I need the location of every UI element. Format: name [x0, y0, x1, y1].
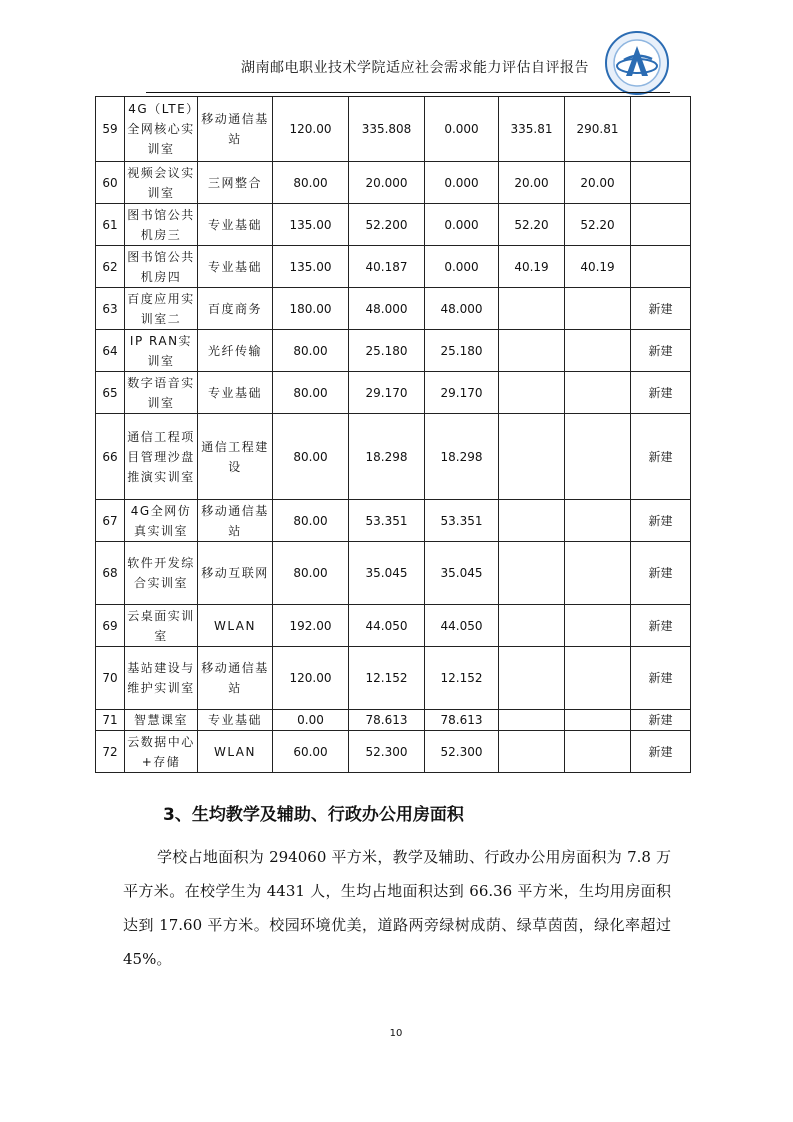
cell-value-new: 78.613 — [425, 710, 499, 731]
table-row — [96, 647, 691, 710]
cell-area: 80.00 — [273, 542, 349, 605]
table-row — [96, 372, 691, 414]
table-row — [96, 500, 691, 542]
cell-value-new: 48.000 — [425, 288, 499, 330]
cell-value-new: 12.152 — [425, 647, 499, 710]
cell-area: 180.00 — [273, 288, 349, 330]
cell-value-total: 53.351 — [349, 500, 425, 542]
cell-area: 60.00 — [273, 731, 349, 773]
cell-name: 云桌面实训室 — [125, 605, 198, 647]
cell-category: 移动通信基站 — [198, 500, 273, 542]
cell-value-new: 25.180 — [425, 330, 499, 372]
cell-category: WLAN — [198, 731, 273, 773]
cell-category: 移动互联网 — [198, 542, 273, 605]
table-row — [96, 542, 691, 605]
cell-note — [631, 97, 691, 162]
cell-note: 新建 — [631, 605, 691, 647]
cell-category: 通信工程建设 — [198, 414, 273, 500]
cell-v1 — [499, 647, 565, 710]
cell-name: 通信工程项目管理沙盘推演实训室 — [125, 414, 198, 500]
cell-note: 新建 — [631, 647, 691, 710]
cell-value-new: 35.045 — [425, 542, 499, 605]
cell-no: 65 — [96, 372, 125, 414]
cell-v2 — [565, 647, 631, 710]
cell-area: 80.00 — [273, 330, 349, 372]
table-row — [96, 288, 691, 330]
table-row — [96, 710, 691, 731]
cell-value-new: 0.000 — [425, 246, 499, 288]
cell-note: 新建 — [631, 710, 691, 731]
cell-value-total: 29.170 — [349, 372, 425, 414]
cell-name: 4G全网仿真实训室 — [125, 500, 198, 542]
training-room-table — [95, 96, 691, 773]
cell-note: 新建 — [631, 414, 691, 500]
cell-category: 光纤传输 — [198, 330, 273, 372]
cell-no: 72 — [96, 731, 125, 773]
cell-v2 — [565, 542, 631, 605]
cell-note: 新建 — [631, 731, 691, 773]
cell-v2 — [565, 330, 631, 372]
cell-value-new: 18.298 — [425, 414, 499, 500]
cell-v1 — [499, 372, 565, 414]
cell-value-total: 48.000 — [349, 288, 425, 330]
table-row — [96, 605, 691, 647]
cell-value-total: 44.050 — [349, 605, 425, 647]
cell-category: 移动通信基站 — [198, 97, 273, 162]
section-heading: 3、生均教学及辅助、行政办公用房面积 — [163, 805, 464, 825]
cell-v1: 335.81 — [499, 97, 565, 162]
cell-v2 — [565, 500, 631, 542]
table-row — [96, 246, 691, 288]
cell-value-total: 52.300 — [349, 731, 425, 773]
cell-value-new: 44.050 — [425, 605, 499, 647]
table-row — [96, 162, 691, 204]
cell-area: 0.00 — [273, 710, 349, 731]
cell-area: 192.00 — [273, 605, 349, 647]
cell-no: 61 — [96, 204, 125, 246]
cell-no: 66 — [96, 414, 125, 500]
cell-area: 120.00 — [273, 97, 349, 162]
cell-v1 — [499, 330, 565, 372]
cell-value-total: 12.152 — [349, 647, 425, 710]
cell-value-new: 0.000 — [425, 97, 499, 162]
cell-v1 — [499, 500, 565, 542]
cell-area: 80.00 — [273, 162, 349, 204]
header-title: 湖南邮电职业技术学院适应社会需求能力评估自评报告 — [241, 60, 589, 76]
cell-no: 68 — [96, 542, 125, 605]
cell-value-total: 52.200 — [349, 204, 425, 246]
cell-area: 135.00 — [273, 246, 349, 288]
cell-v2 — [565, 372, 631, 414]
cell-name: 智慧课室 — [125, 710, 198, 731]
table-row — [96, 204, 691, 246]
cell-v2: 20.00 — [565, 162, 631, 204]
cell-category: 专业基础 — [198, 710, 273, 731]
body-paragraph: 学校占地面积为 294060 平方米，教学及辅助、行政办公用房面积为 7.8 万平方米。在校学生为 4431 人，生均占地面积达到 66.36 平方米，生均用房面积达到 17.60 平方米。校园环境优美，道路两旁绿树成荫、绿草茵茵，绿化率超过 45%。 — [123, 848, 671, 968]
table-row — [96, 97, 691, 162]
cell-v1 — [499, 542, 565, 605]
cell-name: 软件开发综合实训室 — [125, 542, 198, 605]
cell-note: 新建 — [631, 330, 691, 372]
cell-note — [631, 204, 691, 246]
cell-category: 专业基础 — [198, 204, 273, 246]
school-logo — [604, 30, 670, 96]
cell-v2: 52.20 — [565, 204, 631, 246]
cell-no: 67 — [96, 500, 125, 542]
cell-v2 — [565, 731, 631, 773]
cell-no: 64 — [96, 330, 125, 372]
cell-v1 — [499, 731, 565, 773]
cell-value-total: 25.180 — [349, 330, 425, 372]
cell-note — [631, 162, 691, 204]
cell-v2: 40.19 — [565, 246, 631, 288]
cell-name: 基站建设与维护实训室 — [125, 647, 198, 710]
cell-note: 新建 — [631, 372, 691, 414]
cell-no: 69 — [96, 605, 125, 647]
cell-area: 80.00 — [273, 500, 349, 542]
cell-category: 移动通信基站 — [198, 647, 273, 710]
cell-no: 71 — [96, 710, 125, 731]
cell-value-total: 35.045 — [349, 542, 425, 605]
cell-category: 专业基础 — [198, 372, 273, 414]
cell-value-new: 0.000 — [425, 162, 499, 204]
table-row — [96, 330, 691, 372]
cell-category: WLAN — [198, 605, 273, 647]
cell-name: 云数据中心+存储 — [125, 731, 198, 773]
cell-v1: 52.20 — [499, 204, 565, 246]
cell-note: 新建 — [631, 288, 691, 330]
cell-name: 视频会议实训室 — [125, 162, 198, 204]
cell-value-new: 29.170 — [425, 372, 499, 414]
cell-area: 80.00 — [273, 414, 349, 500]
cell-value-total: 18.298 — [349, 414, 425, 500]
cell-no: 59 — [96, 97, 125, 162]
cell-category: 百度商务 — [198, 288, 273, 330]
cell-value-total: 20.000 — [349, 162, 425, 204]
cell-name: 4G（LTE）全网核心实训室 — [125, 97, 198, 162]
cell-value-total: 40.187 — [349, 246, 425, 288]
cell-name: 数字语音实训室 — [125, 372, 198, 414]
cell-v1 — [499, 288, 565, 330]
cell-no: 62 — [96, 246, 125, 288]
cell-v2 — [565, 605, 631, 647]
cell-v2: 290.81 — [565, 97, 631, 162]
cell-value-total: 335.808 — [349, 97, 425, 162]
cell-v1 — [499, 710, 565, 731]
cell-area: 135.00 — [273, 204, 349, 246]
cell-no: 63 — [96, 288, 125, 330]
cell-v1 — [499, 605, 565, 647]
cell-name: 图书馆公共机房四 — [125, 246, 198, 288]
cell-v1: 20.00 — [499, 162, 565, 204]
page-number: 10 — [389, 1028, 403, 1039]
cell-area: 120.00 — [273, 647, 349, 710]
cell-value-new: 0.000 — [425, 204, 499, 246]
cell-category: 专业基础 — [198, 246, 273, 288]
cell-value-new: 52.300 — [425, 731, 499, 773]
cell-v1 — [499, 414, 565, 500]
cell-category: 三网整合 — [198, 162, 273, 204]
cell-note: 新建 — [631, 542, 691, 605]
cell-note: 新建 — [631, 500, 691, 542]
cell-value-total: 78.613 — [349, 710, 425, 731]
cell-value-new: 53.351 — [425, 500, 499, 542]
cell-area: 80.00 — [273, 372, 349, 414]
cell-v1: 40.19 — [499, 246, 565, 288]
cell-name: IP RAN实训室 — [125, 330, 198, 372]
table-row — [96, 414, 691, 500]
cell-name: 百度应用实训室二 — [125, 288, 198, 330]
cell-v2 — [565, 288, 631, 330]
cell-no: 70 — [96, 647, 125, 710]
cell-no: 60 — [96, 162, 125, 204]
header-rule — [146, 92, 670, 93]
cell-name: 图书馆公共机房三 — [125, 204, 198, 246]
cell-v2 — [565, 414, 631, 500]
cell-note — [631, 246, 691, 288]
table-row — [96, 731, 691, 773]
cell-v2 — [565, 710, 631, 731]
